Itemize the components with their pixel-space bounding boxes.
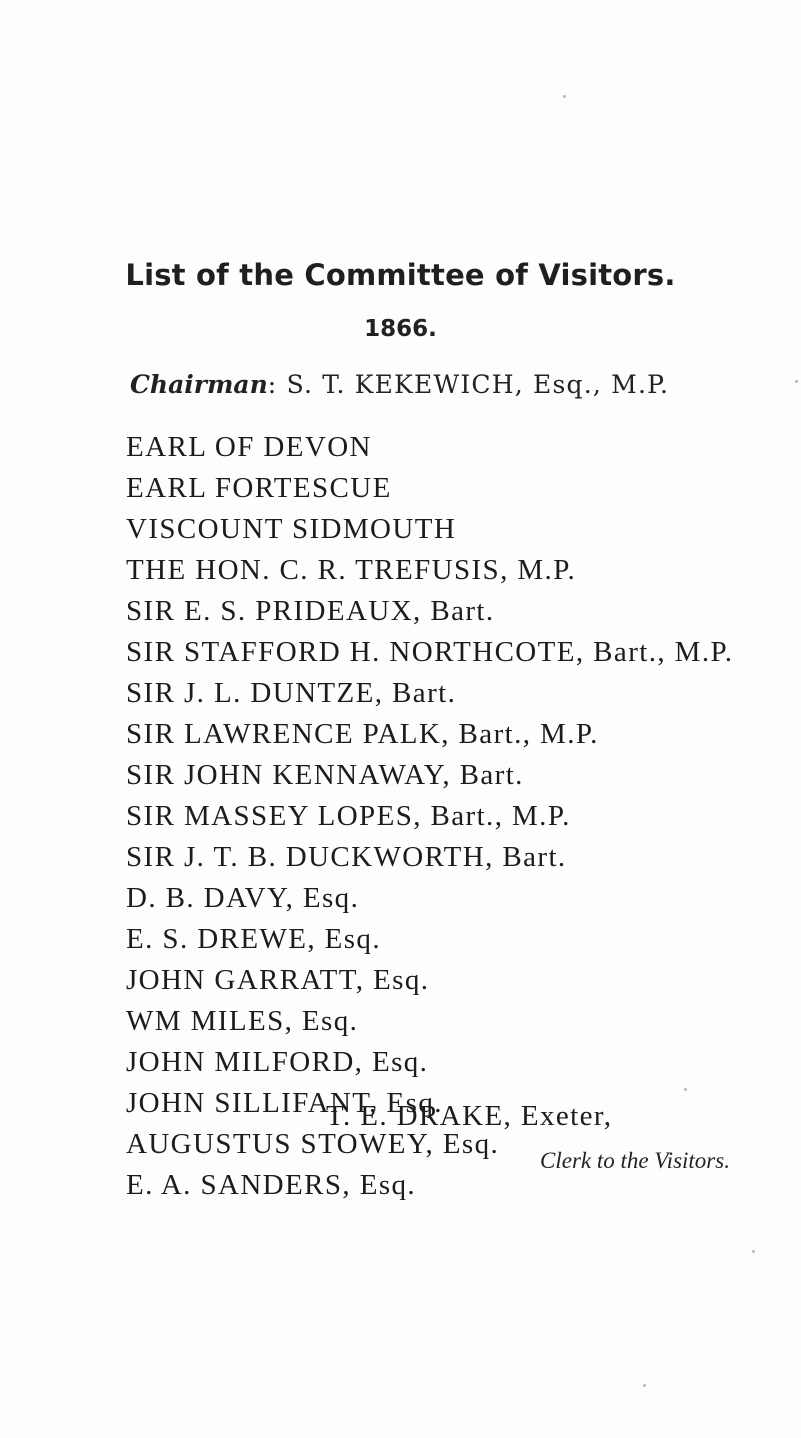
- member-item: SIR STAFFORD H. NORTHCOTE, Bart., M.P.: [126, 636, 734, 668]
- member-item: WM MILES, Esq.: [126, 1005, 359, 1037]
- member-item: E. A. SANDERS, Esq.: [126, 1169, 417, 1201]
- paper-speck: [795, 380, 798, 383]
- year: 1866.: [364, 316, 437, 342]
- member-item: JOHN MILFORD, Esq.: [126, 1046, 429, 1078]
- member-item: SIR J. T. B. DUCKWORTH, Bart.: [126, 841, 567, 873]
- member-item: SIR J. L. DUNTZE, Bart.: [126, 677, 457, 709]
- member-item: JOHN GARRATT, Esq.: [126, 964, 430, 996]
- member-item: SIR JOHN KENNAWAY, Bart.: [126, 759, 524, 791]
- chairman-label: Chairman: [130, 370, 268, 399]
- clerk-title: Clerk to the Visitors.: [540, 1148, 730, 1173]
- chairman-name: S. T. KEKEWICH, Esq., M.P.: [286, 370, 670, 399]
- chairman-line: [130, 370, 669, 399]
- member-item: THE HON. C. R. TREFUSIS, M.P.: [126, 554, 577, 586]
- member-item: SIR E. S. PRIDEAUX, Bart.: [126, 595, 495, 627]
- clerk-name: T. E. DRAKE, Exeter,: [326, 1100, 613, 1132]
- member-item: EARL FORTESCUE: [126, 472, 392, 504]
- member-item: D. B. DAVY, Esq.: [126, 882, 360, 914]
- member-item: EARL OF DEVON: [126, 431, 372, 463]
- member-item: VISCOUNT SIDMOUTH: [126, 513, 457, 545]
- page-title: List of the Committee of Visitors.: [125, 258, 676, 292]
- paper-speck: [752, 1250, 755, 1253]
- member-item: AUGUSTUS STOWEY, Esq.: [126, 1128, 500, 1160]
- member-list: [126, 427, 733, 1206]
- paper-speck: [643, 1384, 646, 1387]
- member-item: JOHN SILLIFANT, Esq.: [126, 1087, 443, 1119]
- paper-speck: [684, 1088, 687, 1091]
- chairman-separator: :: [267, 370, 278, 399]
- member-item: SIR LAWRENCE PALK, Bart., M.P.: [126, 718, 599, 750]
- paper-speck: [563, 95, 566, 98]
- member-item: SIR MASSEY LOPES, Bart., M.P.: [126, 800, 571, 832]
- member-item: E. S. DREWE, Esq.: [126, 923, 381, 955]
